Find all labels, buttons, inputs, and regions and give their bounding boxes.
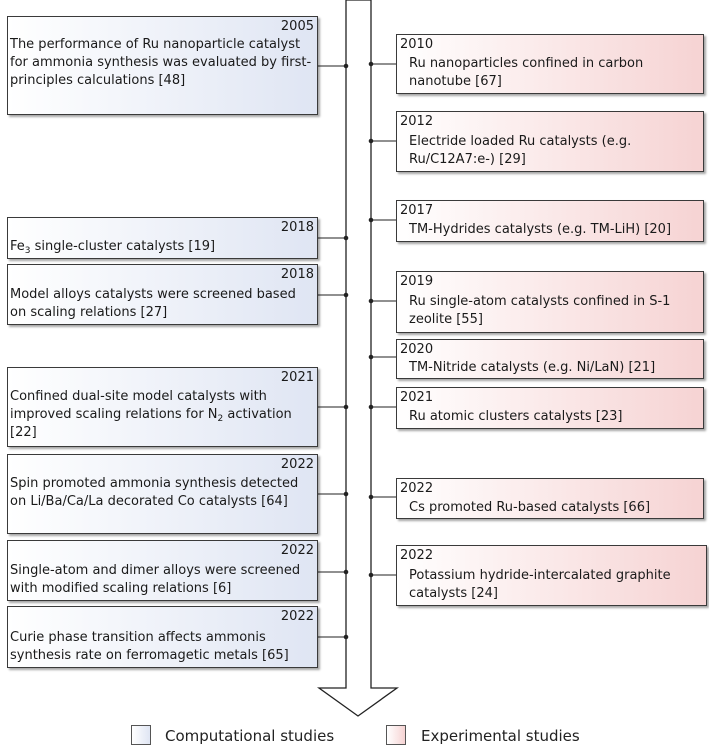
comp-box-5 — [7, 454, 318, 534]
exp-text: Ru atomic clusters catalysts [23] — [409, 409, 623, 424]
exp-text: TM-Nitride catalysts (e.g. Ni/LaN) [21] — [409, 360, 656, 375]
exp-text: Ru single-atom catalysts confined in S-1 zeolite [55] — [409, 294, 671, 327]
comp-box-7 — [7, 606, 318, 668]
comp-year: 2005 — [280, 19, 314, 34]
exp-box-3 — [396, 200, 704, 242]
exp-text: TM-Hydrides catalysts (e.g. TM-LiH) [20] — [409, 222, 672, 237]
exp-box-1 — [396, 34, 704, 94]
comp-text: The performance of Ru nanoparticle catalyst for ammonia synthesis was evaluated by first-principles calculations [48] — [10, 37, 312, 88]
legend-computational-swatch — [131, 725, 151, 745]
exp-box-5 — [396, 339, 704, 379]
exp-box-8 — [396, 545, 707, 606]
exp-year: 2010 — [400, 37, 434, 52]
comp-text: Single-atom and dimer alloys were screened with modified scaling relations [6] — [10, 563, 301, 596]
exp-year: 2017 — [400, 203, 434, 218]
comp-year: 2022 — [280, 609, 314, 624]
exp-year: 2020 — [400, 342, 434, 357]
comp-text: Confined dual-site model catalysts with improved scaling relations for $N_2$ activation [22] — [10, 389, 292, 440]
comp-box-6 — [7, 540, 318, 601]
exp-box-4 — [396, 271, 704, 333]
exp-year: 2012 — [400, 114, 434, 129]
comp-box-4 — [7, 367, 318, 447]
comp-text: Spin promoted ammonia synthesis detected on Li/Ba/Ca/La decorated Co catalysts [64] — [10, 476, 299, 509]
comp-year: 2018 — [280, 267, 314, 282]
legend-experimental-label: Experimental studies — [421, 727, 580, 745]
exp-box-7 — [396, 478, 704, 519]
comp-box-2 — [7, 217, 318, 259]
exp-box-6 — [396, 387, 704, 429]
exp-text: Potassium hydride-intercalated graphite catalysts [24] — [409, 568, 671, 601]
comp-box-3 — [7, 264, 318, 325]
comp-box-1 — [7, 16, 318, 115]
exp-text: Cs promoted Ru-based catalysts [66] — [409, 500, 651, 515]
exp-year: 2019 — [400, 274, 434, 289]
comp-text: Model alloys catalysts were screened based on scaling relations [27] — [10, 287, 296, 320]
comp-year: 2022 — [280, 457, 314, 472]
exp-year: 2022 — [400, 481, 434, 496]
comp-year: 2021 — [280, 370, 314, 385]
comp-year: 2018 — [280, 220, 314, 235]
legend-computational-label: Computational studies — [165, 727, 335, 745]
comp-text: Curie phase transition affects ammonis synthesis rate on ferromagetic metals [65] — [10, 630, 289, 663]
timeline-arrow — [319, 0, 397, 716]
exp-text: Ru nanoparticles confined in carbon nanotube [67] — [409, 56, 644, 89]
comp-year: 2022 — [280, 543, 314, 558]
exp-text: Electride loaded Ru catalysts (e.g. Ru/C12A7:e-) [29] — [409, 134, 632, 167]
comp-text: $Fe_3$ single-cluster catalysts [19] — [10, 239, 216, 256]
exp-year: 2022 — [400, 548, 434, 563]
legend-experimental-swatch — [386, 725, 406, 745]
exp-box-2 — [396, 111, 704, 172]
exp-year: 2021 — [400, 390, 434, 405]
